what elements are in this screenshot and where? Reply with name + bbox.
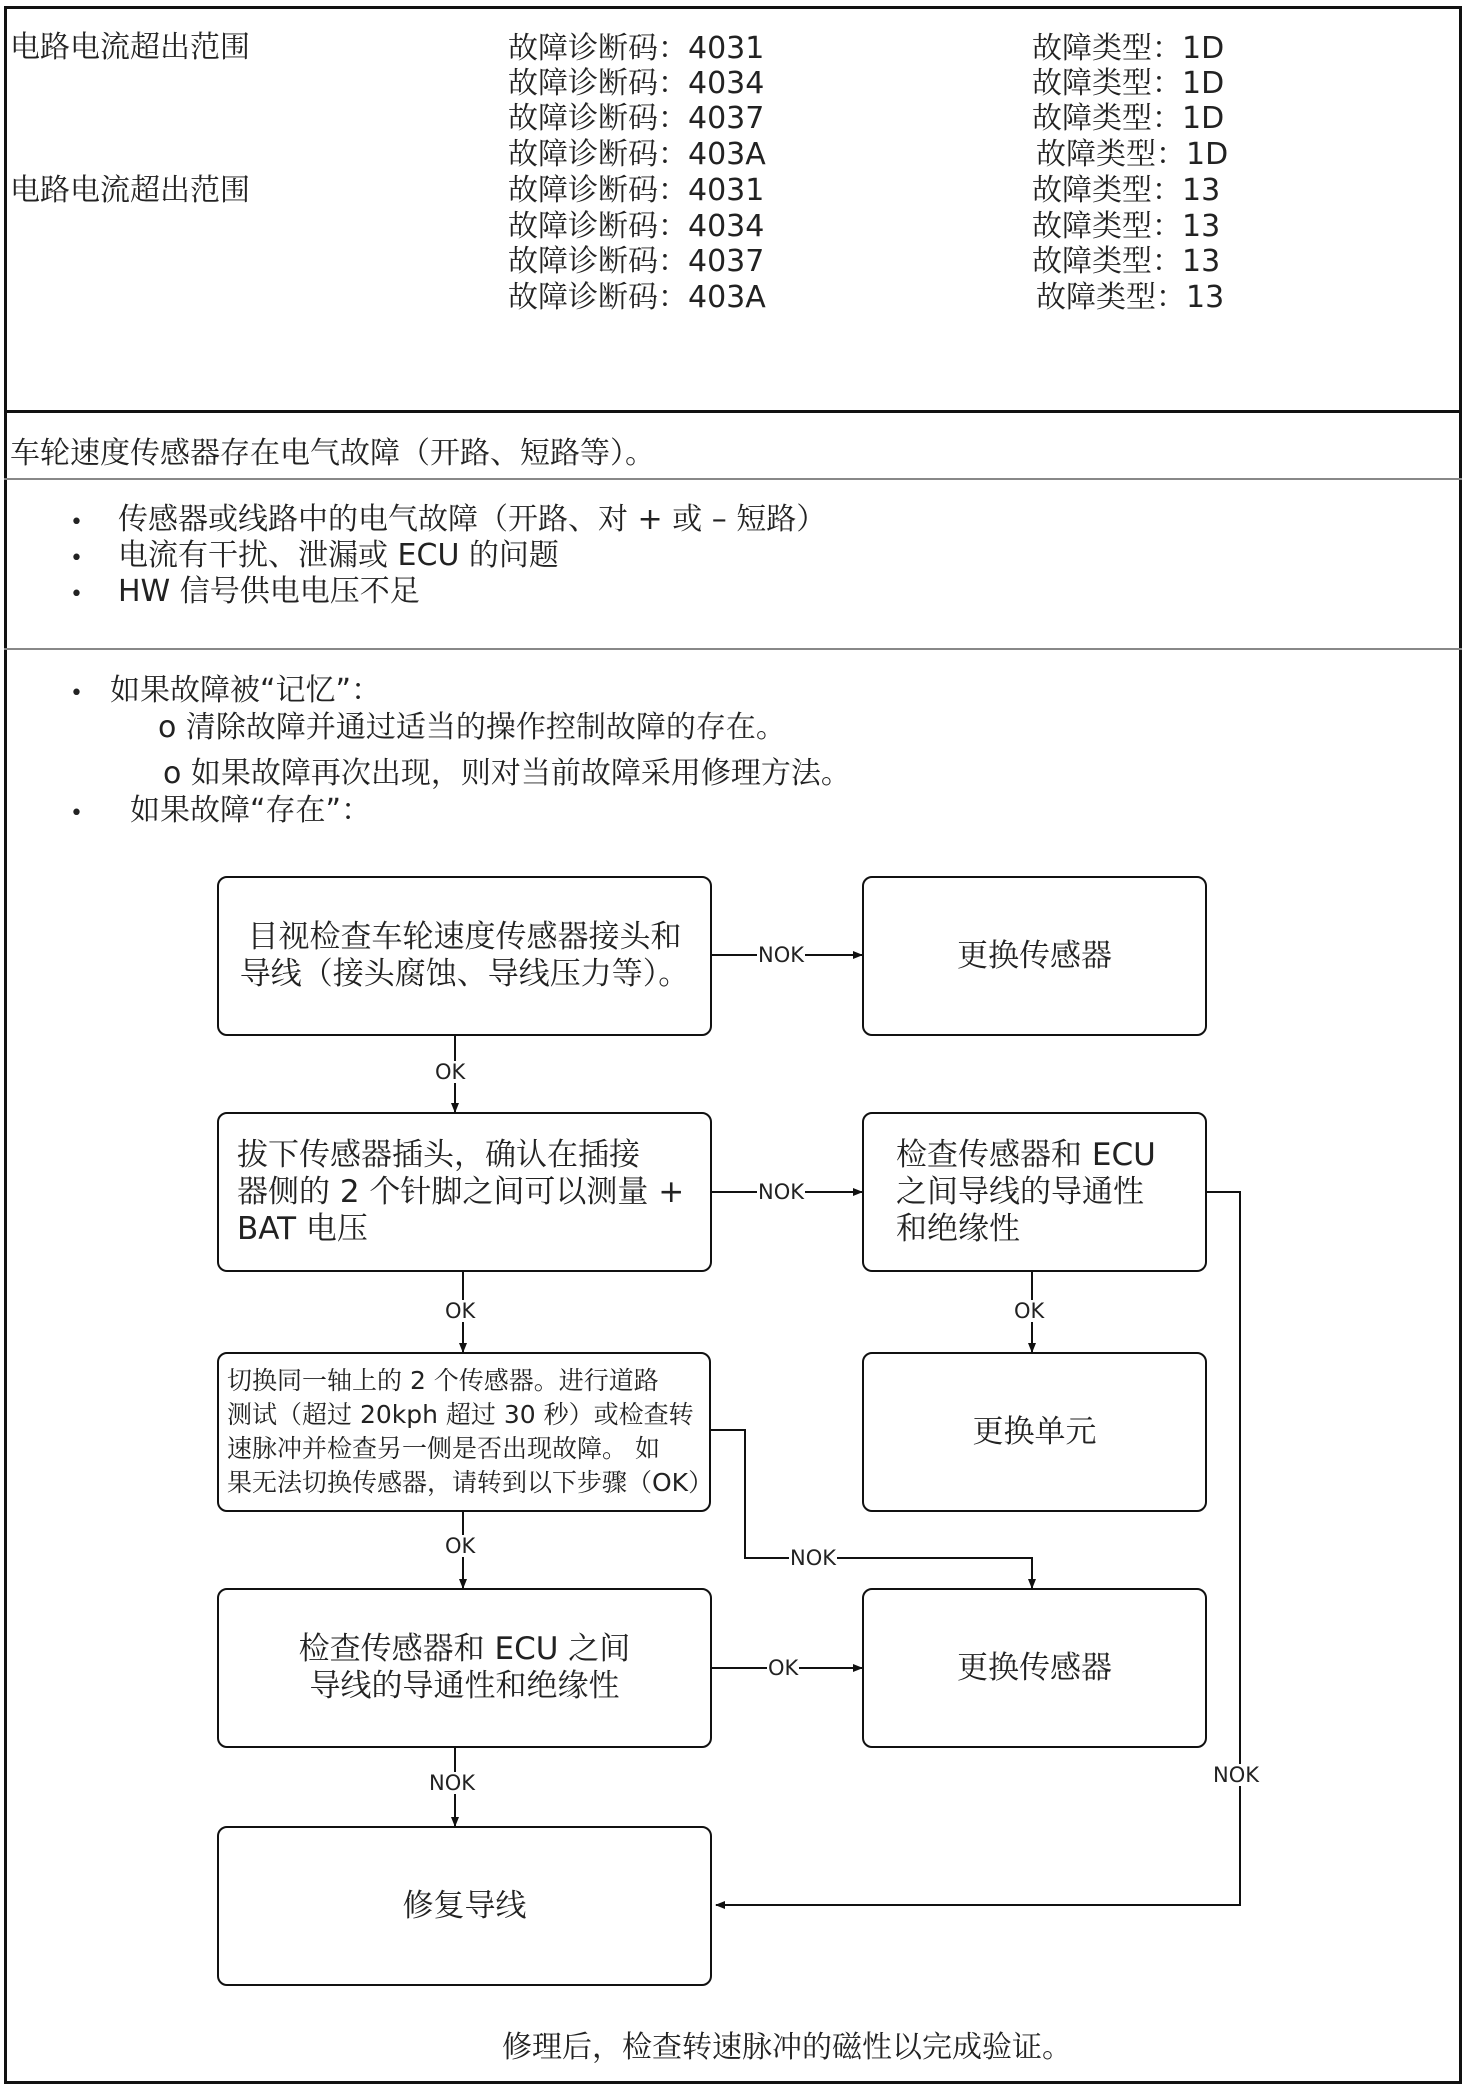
dtc-code-row: 故障诊断码：4037 [508, 244, 765, 279]
ok-label: OK [768, 1656, 799, 1680]
group-1-description: 电路电流超出范围 [10, 30, 250, 65]
replace-sensor-box: 更换传感器 [862, 1588, 1207, 1748]
fault-type-row: 故障类型：13 [1032, 209, 1221, 244]
ok-label: OK [435, 1060, 466, 1084]
bullet-icon: • [70, 801, 83, 826]
nok-label: NOK [758, 1180, 805, 1204]
fault-type-row: 故障类型：1D [1036, 137, 1229, 172]
footer-note: 修理后，检查转速脉冲的磁性以完成验证。 [502, 2030, 1072, 2065]
dtc-code-row: 故障诊断码：4031 [508, 173, 765, 208]
nok-label: NOK [1213, 1763, 1260, 1787]
memorized-step: o 清除故障并通过适当的操作控制故障的存在。 [158, 710, 786, 745]
fault-type-row: 故障类型：1D [1032, 31, 1225, 66]
fault-type-row: 故障类型：13 [1032, 173, 1221, 208]
bullet-icon: • [70, 510, 83, 535]
ok-label: OK [445, 1534, 476, 1558]
visual-check-box: 目视检查车轮速度传感器接头和 导线（接头腐蚀、导线压力等）。 [217, 876, 712, 1036]
present-label: 如果故障“存在”： [130, 793, 372, 828]
bullet-icon: • [70, 582, 83, 607]
check-wiring-box: 检查传感器和 ECU 之间导线的导通性 和绝缘性 [862, 1112, 1207, 1272]
cause-item: HW 信号供电电压不足 [118, 574, 420, 609]
repair-wiring-box: 修复导线 [217, 1826, 712, 1986]
memorized-step: o 如果故障再次出现，则对当前故障采用修理方法。 [163, 756, 851, 791]
fault-type-row: 故障类型：13 [1036, 280, 1225, 315]
cause-item: 传感器或线路中的电气故障（开路、对 + 或 – 短路） [118, 502, 827, 537]
replace-unit-box: 更换单元 [862, 1352, 1207, 1512]
nok-label: NOK [429, 1771, 476, 1795]
bullet-icon: • [70, 546, 83, 571]
fault-description: 车轮速度传感器存在电气故障（开路、短路等）。 [10, 436, 655, 471]
swap-sensors-box: 切换同一轴上的 2 个传感器。进行道路 测试（超过 20kph 超过 30 秒）或检查转 速脉冲并检查另一侧是否出现故障。 如 果无法切换传感器，请转到以下步骤（OK） [217, 1352, 711, 1512]
memorized-label: 如果故障被“记忆”： [110, 673, 382, 708]
dtc-code-row: 故障诊断码：403A [508, 280, 766, 315]
fault-type-row: 故障类型：1D [1032, 101, 1225, 136]
unplug-check-box: 拔下传感器插头，确认在插接 器侧的 2 个针脚之间可以测量 + BAT 电压 [217, 1112, 712, 1272]
nok-label: NOK [758, 943, 805, 967]
dtc-code-row: 故障诊断码：403A [508, 137, 766, 172]
group-2-description: 电路电流超出范围 [10, 173, 250, 208]
nok-label: NOK [790, 1546, 837, 1570]
dtc-code-row: 故障诊断码：4034 [508, 66, 765, 101]
check-wiring-box: 检查传感器和 ECU 之间 导线的导通性和绝缘性 [217, 1588, 712, 1748]
ok-label: OK [1014, 1299, 1045, 1323]
bullet-icon: • [70, 681, 83, 706]
replace-sensor-box: 更换传感器 [862, 876, 1207, 1036]
dtc-code-row: 故障诊断码：4034 [508, 209, 765, 244]
ok-label: OK [445, 1299, 476, 1323]
fault-type-row: 故障类型：13 [1032, 244, 1221, 279]
dtc-code-row: 故障诊断码：4031 [508, 31, 765, 66]
dtc-code-row: 故障诊断码：4037 [508, 101, 765, 136]
cause-item: 电流有干扰、泄漏或 ECU 的问题 [118, 538, 559, 573]
fault-type-row: 故障类型：1D [1032, 66, 1225, 101]
